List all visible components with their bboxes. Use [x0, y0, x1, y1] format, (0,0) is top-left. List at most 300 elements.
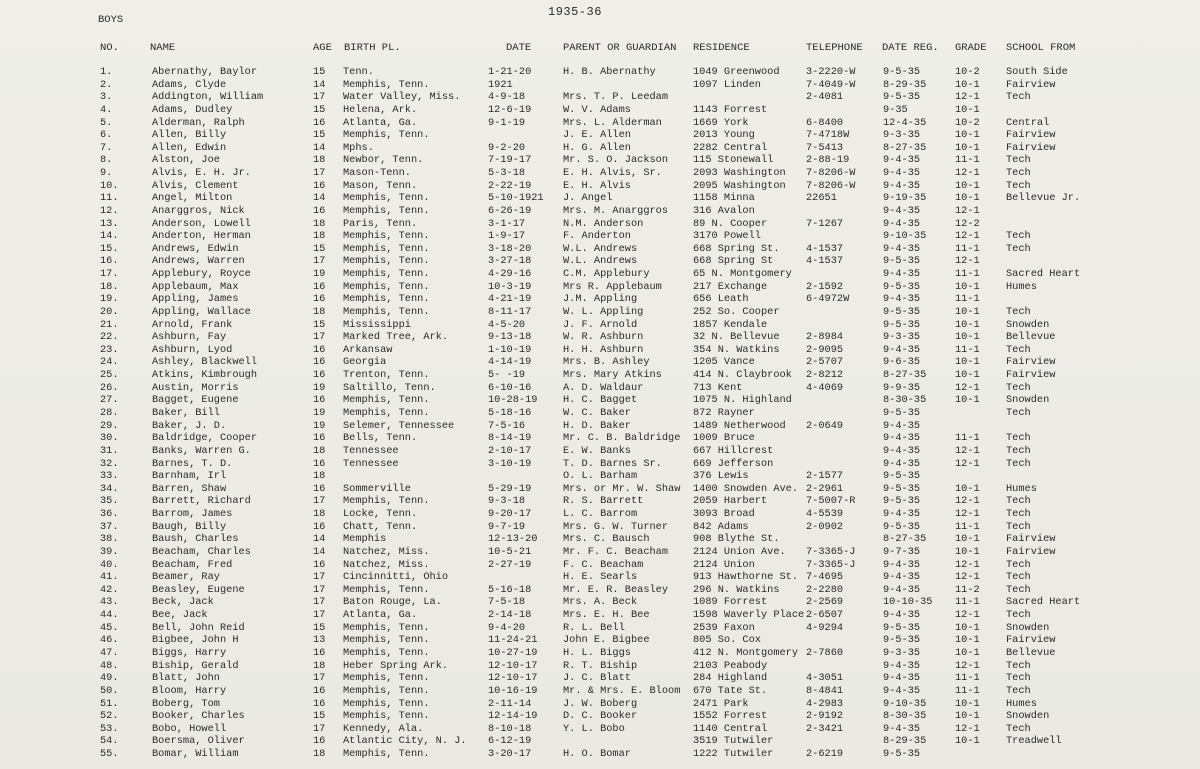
cell-date-reg: 9-3-35 [883, 646, 921, 659]
cell-residence: 913 Hawthorne St. [693, 571, 799, 584]
cell-date: 12-10-17 [488, 659, 538, 672]
table-row [0, 622, 1200, 635]
cell-parent: Mr. S. O. Jackson [563, 154, 669, 167]
cell-school-from: Tech [1006, 457, 1031, 470]
cell-date-reg: 9-5-35 [883, 280, 921, 293]
cell-parent: Mrs. G. W. Turner [563, 520, 669, 533]
cell-birth-place: Water Valley, Miss. [343, 91, 461, 104]
cell-school-from: Tech [1006, 444, 1031, 457]
cell-date: 5-10-1921 [488, 192, 544, 205]
cell-telephone: 2-8984 [806, 331, 844, 344]
cell-school-from: Tech [1006, 609, 1031, 622]
cell-date: 4-9-18 [488, 91, 526, 104]
cell-age: 17 [313, 609, 326, 622]
cell-birth-place: Memphis, Tenn. [343, 646, 430, 659]
cell-birth-place: Helena, Ark. [343, 103, 418, 116]
cell-grade: 10-1 [955, 621, 980, 634]
table-row [0, 508, 1200, 521]
cell-no: 15. [100, 242, 119, 255]
cell-name: Allen, Edwin [152, 141, 227, 154]
cell-no: 44. [100, 609, 119, 622]
cell-telephone: 7-8206-W [806, 179, 856, 192]
cell-telephone: 2-4081 [806, 91, 844, 104]
cell-parent: Mrs. or Mr. W. Shaw [563, 482, 681, 495]
cell-school-from: Fairview [1006, 634, 1056, 647]
cell-date-reg: 9-4-35 [883, 444, 921, 457]
cell-date: 7-5-18 [488, 596, 526, 609]
cell-school-from: Fairview [1006, 141, 1056, 154]
cell-date: 5-29-19 [488, 482, 532, 495]
cell-date: 4-14-19 [488, 356, 532, 369]
cell-telephone: 7-4695 [806, 571, 844, 584]
cell-residence: 2282 Central [693, 141, 768, 154]
cell-date: 2-22-19 [488, 179, 532, 192]
cell-date-reg: 9-5-35 [883, 634, 921, 647]
cell-parent: Mr. E. R. Beasley [563, 583, 669, 596]
cell-parent: C.M. Applebury [563, 268, 650, 281]
cell-school-from: Tech [1006, 305, 1031, 318]
cell-telephone: 4-1537 [806, 255, 844, 268]
cell-date-reg: 9-5-35 [883, 621, 921, 634]
cell-name: Barrett, Richard [152, 495, 251, 508]
cell-date: 6-10-16 [488, 381, 532, 394]
cell-grade: 10-1 [955, 78, 980, 91]
table-row [0, 331, 1200, 344]
cell-birth-place: Selemer, Tennessee [343, 419, 455, 432]
cell-school-from: Tech [1006, 167, 1031, 180]
cell-residence: 669 Jefferson [693, 457, 774, 470]
cell-date-reg: 9-5-35 [883, 520, 921, 533]
cell-date: 12-13-20 [488, 533, 538, 546]
cell-parent: Mr. F. C. Beacham [563, 545, 669, 558]
cell-grade: 10-1 [955, 318, 980, 331]
cell-date: 3-18-20 [488, 242, 532, 255]
cell-no: 8. [100, 154, 113, 167]
cell-no: 3. [100, 91, 113, 104]
cell-school-from: Tech [1006, 722, 1031, 735]
cell-date: 1921 [488, 78, 513, 91]
cell-birth-place: Atlanta, Ga. [343, 609, 418, 622]
header-parent: PARENT OR GUARDIAN [563, 42, 677, 54]
cell-age: 18 [313, 217, 326, 230]
cell-parent: W. R. Ashburn [563, 331, 644, 344]
cell-parent: Mr. & Mrs. E. Bloom [563, 684, 681, 697]
cell-grade: 12-1 [955, 558, 980, 571]
cell-no: 45. [100, 621, 119, 634]
cell-school-from: Tech [1006, 230, 1031, 243]
cell-birth-place: Natchez, Miss. [343, 545, 430, 558]
cell-age: 17 [313, 495, 326, 508]
table-row [0, 104, 1200, 117]
cell-name: Bell, John Reid [152, 621, 245, 634]
cell-birth-place: Sommerville [343, 482, 411, 495]
cell-date-reg: 9-5-35 [883, 255, 921, 268]
cell-no: 41. [100, 571, 119, 584]
cell-parent: Mr. C. B. Baldridge [563, 432, 681, 445]
cell-name: Appling, Wallace [152, 305, 251, 318]
cell-residence: 115 Stonewall [693, 154, 774, 167]
cell-parent: J. Angel [563, 192, 613, 205]
cell-no: 1. [100, 66, 113, 78]
cell-grade: 10-1 [955, 331, 980, 344]
cell-grade: 10-1 [955, 646, 980, 659]
cell-telephone: 3-2220-W [806, 66, 856, 78]
cell-date: 8-11-17 [488, 305, 532, 318]
table-row [0, 685, 1200, 698]
header-birth-place: BIRTH PL. [344, 42, 401, 54]
cell-residence: 2059 Harbert [693, 495, 768, 508]
cell-age: 17 [313, 722, 326, 735]
cell-date: 9-20-17 [488, 508, 532, 521]
cell-date: 10-5-21 [488, 545, 532, 558]
cell-no: 36. [100, 508, 119, 521]
table-row [0, 609, 1200, 622]
cell-date: 4-5-20 [488, 318, 526, 331]
cell-date-reg: 12-4-35 [883, 116, 927, 129]
cell-age: 19 [313, 381, 326, 394]
cell-age: 16 [313, 204, 326, 217]
cell-parent: Y. L. Bobo [563, 722, 625, 735]
cell-date: 4-29-16 [488, 268, 532, 281]
cell-date-reg: 9-5-35 [883, 495, 921, 508]
cell-date: 10-27-19 [488, 646, 538, 659]
cell-no: 40. [100, 558, 119, 571]
table-row [0, 91, 1200, 104]
cell-name: Bloom, Harry [152, 684, 227, 697]
cell-residence: 316 Avalon [693, 204, 755, 217]
cell-parent: J. C. Blatt [563, 672, 631, 685]
cell-residence: 1097 Linden [693, 78, 761, 91]
cell-parent: Mrs. L. Alderman [563, 116, 662, 129]
cell-no: 30. [100, 432, 119, 445]
cell-telephone: 4-3051 [806, 672, 844, 685]
table-row [0, 723, 1200, 736]
cell-birth-place: Memphis, Tenn. [343, 697, 430, 710]
cell-parent: H. D. Baker [563, 419, 631, 432]
cell-name: Andrews, Edwin [152, 242, 239, 255]
cell-residence: 3093 Broad [693, 508, 755, 521]
cell-name: Atkins, Kimbrough [152, 369, 258, 382]
table-row [0, 483, 1200, 496]
cell-birth-place: Memphis, Tenn. [343, 710, 430, 723]
cell-name: Boersma, Oliver [152, 735, 245, 748]
cell-telephone: 7-1267 [806, 217, 844, 230]
cell-no: 53. [100, 722, 119, 735]
cell-no: 37. [100, 520, 119, 533]
cell-age: 18 [313, 470, 326, 483]
cell-age: 17 [313, 596, 326, 609]
cell-date: 8-10-18 [488, 722, 532, 735]
cell-residence: 3519 Tutwiler [693, 735, 774, 748]
cell-no: 33. [100, 470, 119, 483]
cell-residence: 1400 Snowden Ave. [693, 482, 799, 495]
cell-school-from: Tech [1006, 571, 1031, 584]
cell-name: Anderson, Lowell [152, 217, 251, 230]
cell-date: 7-5-16 [488, 419, 526, 432]
cell-birth-place: Cincinnitti, Ohio [343, 571, 449, 584]
cell-residence: 1598 Waverly Place [693, 609, 805, 622]
table-row [0, 79, 1200, 92]
cell-telephone: 7-4718W [806, 129, 850, 142]
cell-name: Beacham, Fred [152, 558, 233, 571]
cell-birth-place: Memphis, Tenn. [343, 129, 430, 142]
cell-name: Applebaum, Max [152, 280, 239, 293]
cell-grade: 11-1 [955, 154, 980, 167]
table-row [0, 571, 1200, 584]
cell-residence: 2124 Union [693, 558, 755, 571]
cell-grade: 10-1 [955, 141, 980, 154]
cell-birth-place: Atlantic City, N. J. [343, 735, 467, 748]
cell-name: Bigbee, John H [152, 634, 239, 647]
cell-school-from: Fairview [1006, 78, 1056, 91]
cell-grade: 12-1 [955, 167, 980, 180]
cell-date-reg: 9-4-35 [883, 179, 921, 192]
cell-no: 52. [100, 710, 119, 723]
cell-birth-place: Memphis, Tenn. [343, 621, 430, 634]
cell-grade: 12-1 [955, 204, 980, 217]
cell-date-reg: 9-19-35 [883, 192, 927, 205]
cell-residence: 296 N. Watkins [693, 583, 780, 596]
cell-school-from: Tech [1006, 179, 1031, 192]
cell-no: 11. [100, 192, 119, 205]
cell-date-reg: 9-4-35 [883, 154, 921, 167]
cell-no: 26. [100, 381, 119, 394]
cell-date: 5-18-16 [488, 407, 532, 419]
cell-age: 18 [313, 305, 326, 318]
cell-name: Applebury, Royce [152, 268, 251, 281]
cell-date: 9-7-19 [488, 520, 526, 533]
cell-telephone: 6-8400 [806, 116, 844, 129]
cell-name: Blatt, John [152, 672, 220, 685]
cell-residence: 670 Tate St. [693, 684, 768, 697]
cell-residence: 217 Exchange [693, 280, 768, 293]
cell-telephone: 2-1577 [806, 470, 844, 483]
cell-no: 14. [100, 230, 119, 243]
cell-grade: 11-1 [955, 672, 980, 685]
table-row [0, 584, 1200, 597]
cell-parent: Mrs. T. P. Leedam [563, 91, 669, 104]
header-date: DATE [506, 42, 532, 54]
cell-date-reg: 9-4-35 [883, 571, 921, 584]
cell-grade: 10-1 [955, 634, 980, 647]
cell-age: 18 [313, 748, 326, 761]
cell-telephone: 4-4069 [806, 381, 844, 394]
cell-birth-place: Memphis, Tenn. [343, 583, 430, 596]
cell-date: 1-10-19 [488, 343, 532, 356]
cell-date: 2-14-18 [488, 609, 532, 622]
cell-date-reg: 9-4-35 [883, 217, 921, 230]
cell-date: 9-2-20 [488, 141, 526, 154]
cell-telephone: 7-4049-W [806, 78, 856, 91]
cell-birth-place: Heber Spring Ark. [343, 659, 449, 672]
cell-telephone: 2-0902 [806, 520, 844, 533]
cell-telephone: 2-1592 [806, 280, 844, 293]
table-row [0, 218, 1200, 231]
cell-no: 12. [100, 204, 119, 217]
cell-date-reg: 9-9-35 [883, 381, 921, 394]
header-date-reg: DATE REG. [882, 42, 939, 54]
cell-no: 9. [100, 167, 113, 180]
cell-age: 19 [313, 268, 326, 281]
year-heading: 1935-36 [548, 5, 602, 19]
header-age: AGE [313, 42, 332, 54]
cell-birth-place: Memphis, Tenn. [343, 634, 430, 647]
cell-no: 23. [100, 343, 119, 356]
cell-no: 31. [100, 444, 119, 457]
table-row [0, 356, 1200, 369]
cell-age: 16 [313, 356, 326, 369]
cell-no: 19. [100, 293, 119, 306]
cell-no: 5. [100, 116, 113, 129]
cell-date-reg: 9-4-35 [883, 722, 921, 735]
cell-date: 6-12-19 [488, 735, 532, 748]
cell-grade: 10-2 [955, 66, 980, 78]
cell-residence: 1140 Central [693, 722, 768, 735]
cell-birth-place: Georgia [343, 356, 387, 369]
cell-grade: 12-1 [955, 381, 980, 394]
cell-birth-place: Newbor, Tenn. [343, 154, 424, 167]
cell-birth-place: Paris, Tenn. [343, 217, 418, 230]
cell-no: 38. [100, 533, 119, 546]
cell-parent: J. E. Allen [563, 129, 631, 142]
cell-date-reg: 9-4-35 [883, 293, 921, 306]
cell-residence: 1049 Greenwood [693, 66, 780, 78]
cell-date: 2-27-19 [488, 558, 532, 571]
cell-birth-place: Memphis, Tenn. [343, 748, 430, 761]
cell-grade: 12-1 [955, 457, 980, 470]
cell-name: Adams, Clyde [152, 78, 227, 91]
cell-school-from: Tech [1006, 407, 1031, 419]
cell-name: Appling, James [152, 293, 239, 306]
cell-grade: 10-1 [955, 356, 980, 369]
cell-age: 16 [313, 343, 326, 356]
cell-parent: Mrs. A. Beck [563, 596, 638, 609]
cell-birth-place: Memphis, Tenn. [343, 78, 430, 91]
cell-name: Adams, Dudley [152, 103, 233, 116]
cell-residence: 908 Blythe St. [693, 533, 780, 546]
cell-residence: 713 Kent [693, 381, 743, 394]
cell-birth-place: Memphis, Tenn. [343, 230, 430, 243]
cell-residence: 1669 York [693, 116, 749, 129]
cell-grade: 10-1 [955, 179, 980, 192]
cell-birth-place: Memphis, Tenn. [343, 407, 430, 419]
cell-residence: 354 N. Watkins [693, 343, 780, 356]
cell-age: 18 [313, 659, 326, 672]
cell-grade: 11-1 [955, 268, 980, 281]
cell-school-from: Tech [1006, 495, 1031, 508]
cell-parent: Mrs. Mary Atkins [563, 369, 662, 382]
cell-no: 25. [100, 369, 119, 382]
cell-date: 5- -19 [488, 369, 526, 382]
cell-age: 16 [313, 457, 326, 470]
cell-date-reg: 8-30-35 [883, 394, 927, 407]
cell-grade: 11-1 [955, 596, 980, 609]
cell-grade: 11-1 [955, 432, 980, 445]
cell-residence: 668 Spring St [693, 255, 774, 268]
cell-birth-place: Atlanta, Ga. [343, 116, 418, 129]
header-no: NO. [100, 42, 119, 54]
cell-school-from: Tech [1006, 154, 1031, 167]
header-telephone: TELEPHONE [806, 42, 863, 54]
table-row [0, 596, 1200, 609]
cell-name: Barrom, James [152, 508, 233, 521]
cell-no: 46. [100, 634, 119, 647]
cell-no: 47. [100, 646, 119, 659]
cell-telephone: 2-0649 [806, 419, 844, 432]
cell-parent: W. L. Appling [563, 305, 644, 318]
cell-date: 5-16-18 [488, 583, 532, 596]
table-row [0, 533, 1200, 546]
cell-school-from: Tech [1006, 508, 1031, 521]
table-row [0, 432, 1200, 445]
table-row [0, 344, 1200, 357]
cell-school-from: Bellevue [1006, 331, 1056, 344]
cell-name: Bee, Jack [152, 609, 208, 622]
cell-telephone: 4-1537 [806, 242, 844, 255]
table-row [0, 634, 1200, 647]
cell-parent: Mrs. B. Ashley [563, 356, 650, 369]
cell-age: 16 [313, 369, 326, 382]
cell-no: 10. [100, 179, 119, 192]
cell-age: 16 [313, 735, 326, 748]
cell-date-reg: 8-29-35 [883, 78, 927, 91]
cell-age: 16 [313, 520, 326, 533]
table-row [0, 154, 1200, 167]
cell-birth-place: Tenn. [343, 66, 374, 78]
cell-birth-place: Kennedy, Ala. [343, 722, 424, 735]
cell-birth-place: Bells, Tenn. [343, 432, 418, 445]
cell-birth-place: Memphis [343, 533, 387, 546]
cell-date-reg: 9-4-35 [883, 558, 921, 571]
cell-residence: 668 Spring St. [693, 242, 780, 255]
cell-residence: 1089 Forrest [693, 596, 768, 609]
cell-grade: 12-1 [955, 495, 980, 508]
cell-name: Beamer, Ray [152, 571, 220, 584]
table-row [0, 407, 1200, 420]
cell-date-reg: 9-4-35 [883, 432, 921, 445]
cell-grade: 10-1 [955, 710, 980, 723]
cell-telephone: 4-9294 [806, 621, 844, 634]
cell-name: Barnes, T. D. [152, 457, 233, 470]
cell-grade: 10-1 [955, 735, 980, 748]
cell-grade: 10-1 [955, 305, 980, 318]
cell-birth-place: Mississippi [343, 318, 411, 331]
cell-telephone: 2-2280 [806, 583, 844, 596]
table-row [0, 559, 1200, 572]
table-row [0, 672, 1200, 685]
cell-grade: 12-1 [955, 508, 980, 521]
cell-date: 10-28-19 [488, 394, 538, 407]
cell-birth-place: Saltillo, Tenn. [343, 381, 436, 394]
cell-name: Beacham, Charles [152, 545, 251, 558]
cell-grade: 12-1 [955, 659, 980, 672]
cell-parent: Mrs R. Applebaum [563, 280, 662, 293]
cell-residence: 412 N. Montgomery [693, 646, 799, 659]
cell-date-reg: 10-10-35 [883, 596, 933, 609]
cell-date: 6-26-19 [488, 204, 532, 217]
cell-date: 3-1-17 [488, 217, 526, 230]
cell-date-reg: 9-4-35 [883, 242, 921, 255]
cell-school-from: Treadwell [1006, 735, 1062, 748]
cell-age: 17 [313, 571, 326, 584]
cell-parent: N.M. Anderson [563, 217, 644, 230]
table-row [0, 281, 1200, 294]
cell-name: Angel, Milton [152, 192, 233, 205]
cell-date-reg: 9-10-35 [883, 697, 927, 710]
cell-birth-place: Memphis, Tenn. [343, 192, 430, 205]
cell-parent: J. W. Boberg [563, 697, 638, 710]
cell-birth-place: Mphs. [343, 141, 374, 154]
